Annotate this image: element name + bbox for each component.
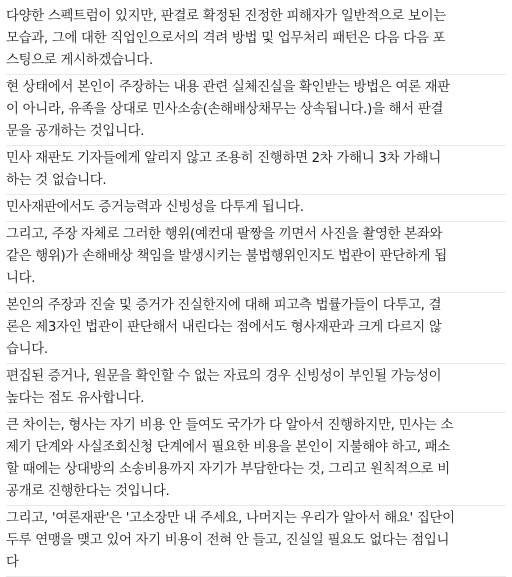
paragraph-line: 그리고, '여론재판'은 '고소장만 내 주세요, 나머지는 우리가 알아서 해요' 집단이 xyxy=(6,511,455,526)
paragraph-line: 같은 행위)가 손해배상 책임을 발생시키는 불법행위인지도 법관이 판단하게 됩 xyxy=(6,249,447,264)
paragraph xyxy=(6,4,506,75)
paragraph xyxy=(6,506,506,577)
paragraph-line: 다양한 스펙트럼이 있지만, 판결로 확정된 진정한 피해자가 일반적으로 보이는 xyxy=(6,9,446,24)
paragraph-line: 이 아니라, 유족을 상대로 민사소송(손해배상채무는 상속됩니다.)을 해서 판결 xyxy=(6,102,444,117)
paragraph xyxy=(6,195,506,222)
paragraph-line: 모습과, 그에 대한 직업인으로서의 격려 방법 및 업무처리 패턴은 다음 다음 포 xyxy=(6,31,446,46)
paragraph-line: 스팅으로 게시하겠습니다. xyxy=(6,53,153,68)
paragraph-line: 그리고, 주장 자체로 그러한 행위(예컨대 팔짱을 끼면서 사진을 촬영한 본좌와 xyxy=(6,227,443,242)
paragraph-line: 현 상태에서 본인이 주장하는 내용 관련 실체진실을 확인받는 방법은 여론 재판 xyxy=(6,80,450,95)
paragraph-line: 큰 차이는, 형사는 자기 비용 안 들여도 국가가 다 알아서 진행하지만, 민사는 소 xyxy=(6,418,454,433)
paragraph-line: 본인의 주장과 진술 및 증거가 진실한지에 대해 피고측 법률가들이 다투고, 결 xyxy=(6,298,442,313)
paragraph-line: 할 때에는 상대방의 소송비용까지 자기가 부담한다는 것, 그리고 원칙적으로 비 xyxy=(6,462,450,477)
paragraph-line: 높다는 점도 유사합니다. xyxy=(6,391,145,406)
paragraph-line: 공개로 진행한다는 것입니다. xyxy=(6,484,170,499)
paragraph-line: 문을 공개하는 것입니다. xyxy=(6,124,145,139)
paragraph xyxy=(6,146,506,195)
paragraph xyxy=(6,222,506,293)
paragraph-line: 습니다. xyxy=(6,342,48,357)
paragraph-line: 편집된 증거나, 원문을 확인할 수 없는 자료의 경우 신빙성이 부인될 가능성이 xyxy=(6,369,442,384)
paragraph xyxy=(6,293,506,364)
paragraph-line: 론은 제3자인 법관이 판단해서 내린다는 점에서도 형사재판과 크게 다르지 않 xyxy=(6,320,442,335)
paragraph-line: 두루 연맹을 맺고 있어 자기 비용이 전혀 안 들고, 진실일 필요도 없다는 점입니 xyxy=(6,533,450,548)
paragraph-line: 다 xyxy=(6,555,19,570)
paragraph-line: 제기 단계와 사실조회신청 단계에서 필요한 비용을 본인이 지불해야 하고, 패소 xyxy=(6,440,450,455)
paragraph-line: 민사 재판도 기자들에게 알리지 않고 조용히 진행하면 2차 가해니 3차 가해니 xyxy=(6,151,442,166)
paragraph-line: 민사재판에서도 증거능력과 신빙성을 다투게 됩니다. xyxy=(6,200,304,215)
paragraph-line: 니다. xyxy=(6,271,36,286)
paragraph xyxy=(6,413,506,506)
paragraph xyxy=(6,75,506,146)
paragraph-line: 하는 것 없습니다. xyxy=(6,173,107,188)
paragraph xyxy=(6,364,506,413)
